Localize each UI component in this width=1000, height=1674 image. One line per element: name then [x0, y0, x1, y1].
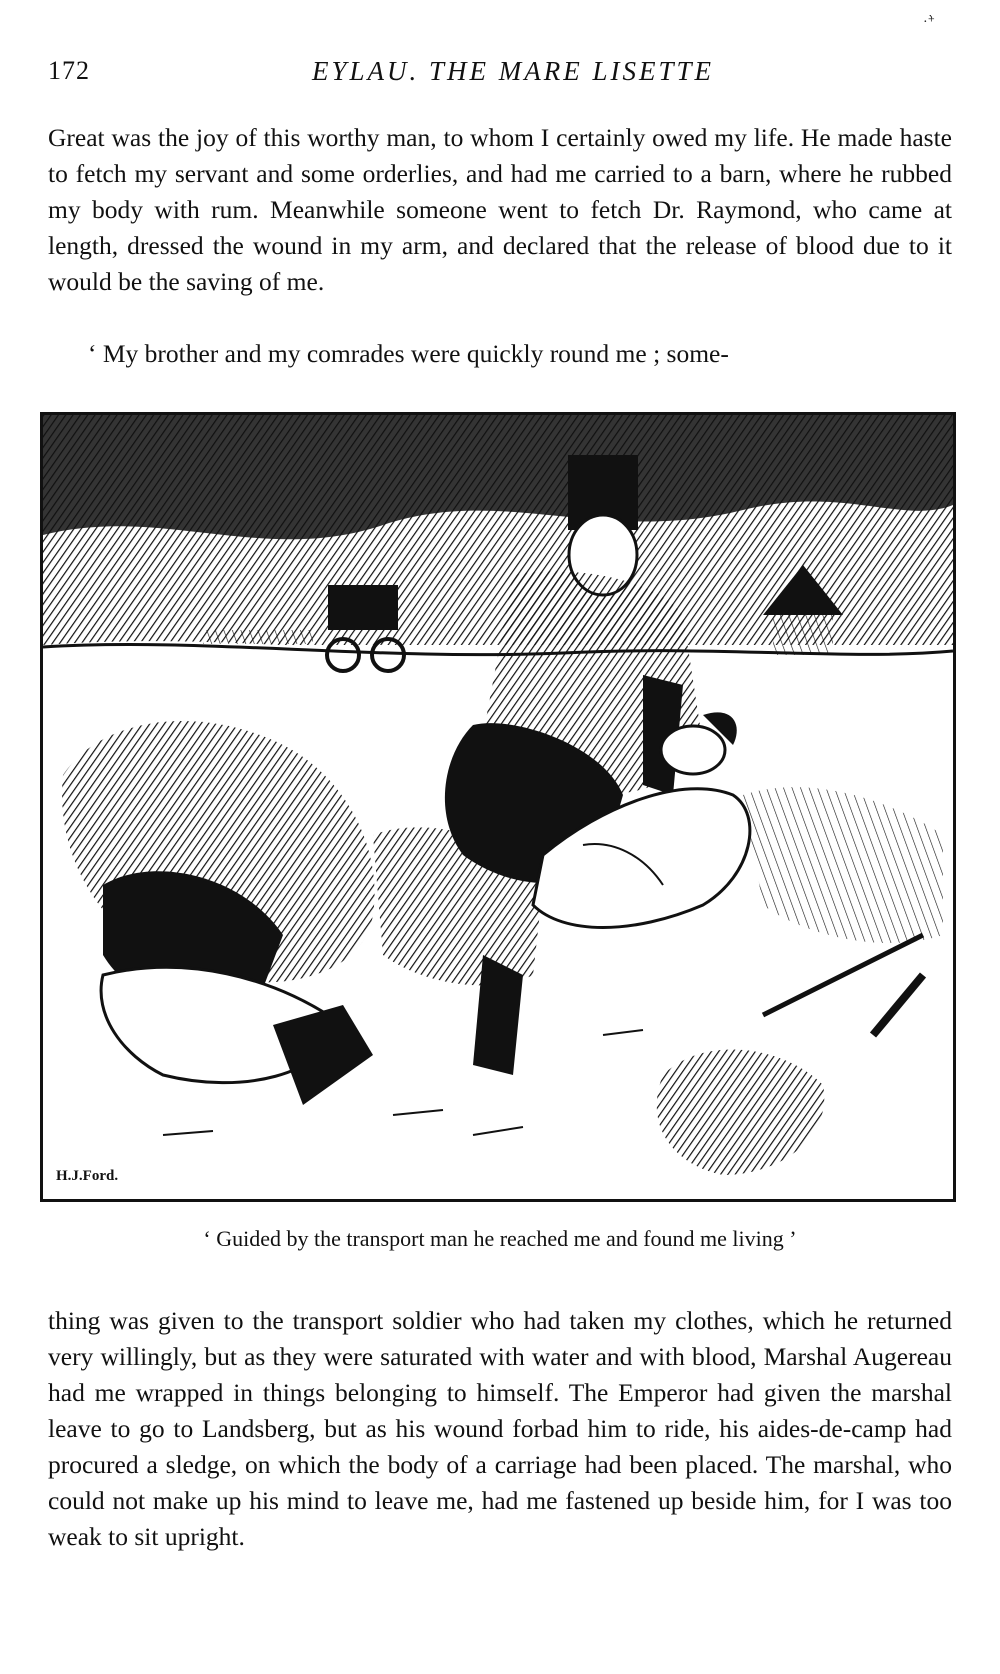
- paragraph-bottom: thing was given to the transport soldier who had taken my clothes, which he returned very willingly, but as they were saturated with water and with blood, Marshal Augereau had me wrapped in things belonging to himself. The Emperor had given the marshal leave to go to Landsberg, but as his wound forbad him to ride, his aides-de-camp had procured a sledge, on which the body of a carriage had been placed. The marshal, who could not make up his mind to leave me, had me fastened up beside him, for I was too weak to sit upright.: [48, 1306, 952, 1551]
- figure-caption: ‘ Guided by the transport man he reached me and found me living ’: [203, 1226, 797, 1251]
- page-header: [48, 56, 948, 96]
- corner-mark: ·⁺̀: [923, 15, 936, 30]
- paragraph-continues: ‘ My brother and my comrades were quickly round me ; some-: [88, 339, 729, 368]
- artist-signature: H.J.Ford.: [53, 1168, 121, 1185]
- illustration: [40, 412, 956, 1202]
- page-number: 172: [48, 56, 90, 85]
- illustration-artwork: [43, 415, 953, 1199]
- paragraph-top: Great was the joy of this worthy man, to whom I certainly owed my life. He made haste to fetch my servant and some orderlies, and had me carried to a barn, where he rubbed my body with rum. Meanwhile someone went to fetch Dr. Raymond, who came at length, dressed the wound in my arm, and declared that the release of blood due to it would be the saving of me.: [48, 123, 952, 296]
- running-head: EYLAU. THE MARE LISETTE: [311, 56, 715, 86]
